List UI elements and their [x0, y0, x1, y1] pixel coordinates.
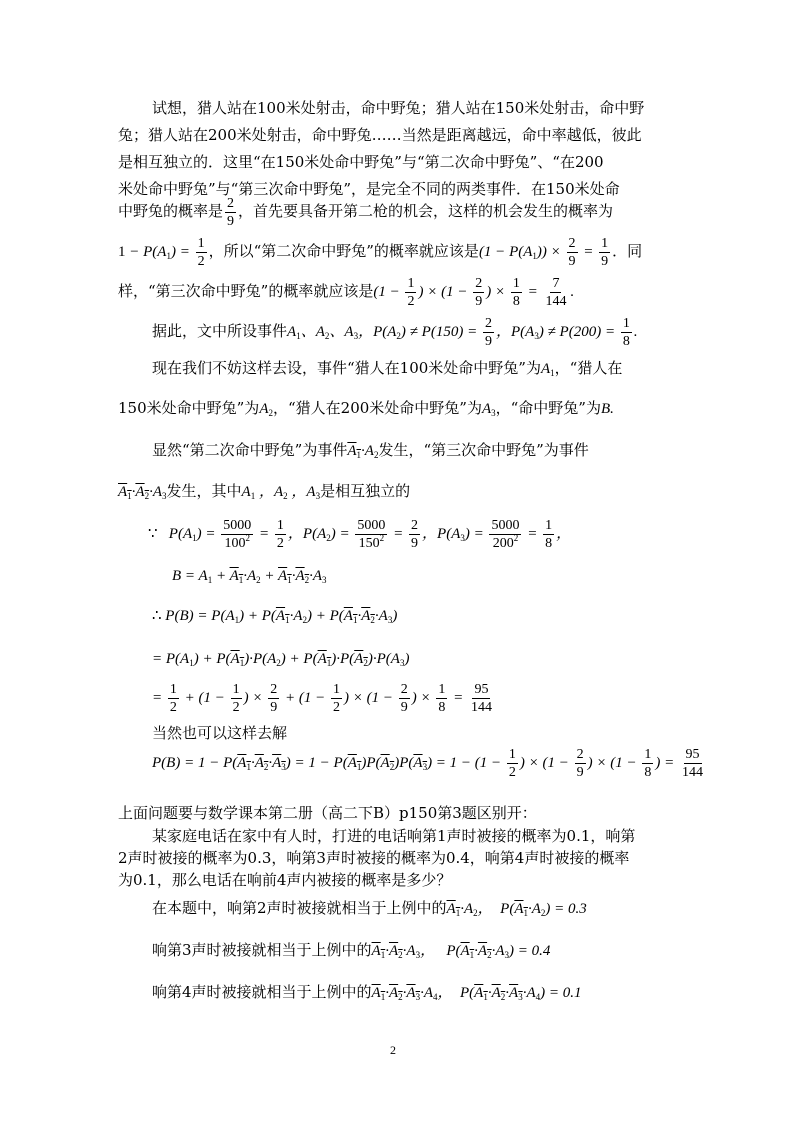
equation: $P(B) = 1 - P(A_1\cdot A_2\cdot A_3) = 1 - P(A_1)P(A_2)P(A_3) = 1 - (1$ − $\frac{1}{2}$ ) × (1 − $\frac{2}{9}$ ) × (1 − $\frac{1}{8}$ ) = $\frac{95}{144}$	[152, 747, 704, 781]
equation: ∴ $P(B) = P(A_1) + P(A_1\cdot A_2) + P(A_1\cdot A_2\cdot A_3)$	[152, 608, 398, 625]
text-line: 上面问题要与数学课本第二册（高二下B）p150第3题区别开：	[118, 804, 537, 822]
text-line: 兔；猎人站在200米处射击，命中野兔……当然是距离越远，命中率越低，彼此	[118, 126, 642, 144]
text-line: 150米处命中野兔”为$A_2$，“猎人在200米处命中野兔”为$A_3$，“命中野兔”为B.	[118, 399, 614, 418]
text-line: 在本题中，响第2声时被接就相当于上例中的$A_1\cdot A_2$， $P(A_1\cdot A_2) = 0.3$	[152, 899, 587, 918]
text-line: 某家庭电话在家中有人时，打进的电话响第1声时被接的概率为0.1，响第	[152, 827, 636, 845]
text-line: 中野兔的概率是 $\frac{2}{9}$ ，首先要具备开第二枪的机会，这样的机会发生的概率为	[118, 195, 614, 229]
formula-line: 据此，文中所设事件$A_1$、$A_2$、$A_3$，$P(A_2) \ne P(150)$ = $\frac{2}{9}$ ，$P(A_3) \ne P(200)$ = $\frac{1}{8}$ .	[152, 316, 638, 350]
text-line: 现在我们不妨这样去设，事件“猎人在100米处命中野兔”为$A_1$，“猎人在	[152, 359, 623, 378]
text-line: 显然“第二次命中野兔”为事件$A_1\cdot A_2$发生，“第三次命中野兔”为事件	[152, 441, 589, 460]
text-line: 是相互独立的．这里“在150米处命中野兔”与“第二次命中野兔”、“在200	[118, 153, 604, 171]
fraction: $\frac{2}{9}$	[227, 195, 235, 229]
equation: ∵ $P(A_1)$ = $\frac{5000}{100^2}$ = $\frac{1}{2}$ ，$P(A_2)$ = $\frac{5000}{150^2}$ = $\frac{2}{9}$ ，$P(A_3)$ = $\frac{5000}{200^2}$ = $\frac{1}{8}$ ，	[148, 518, 572, 552]
formula-line: $1 - P(A_1)$ = $\frac{1}{2}$ ，所以“第二次命中野兔”的概率就应该是$(1 - P(A_1))$ × $\frac{2}{9}$ = $\frac{1}{9}$ ．同	[118, 236, 643, 270]
text-line: 米处命中野兔”与“第三次命中野兔”，是完全不同的两类事件．在150米处命	[118, 180, 620, 198]
text-line: $A_1\cdot A_2\cdot A_3$发生，其中$A_1$ ，$A_2$ ，$A_3$是相互独立的	[118, 482, 411, 501]
text-line: 试想，猎人站在100米处射击，命中野兔；猎人站在150米处射击，命中野	[152, 99, 645, 117]
equation: = $\frac{1}{2}$ + (1 − $\frac{1}{2}$ ) × $\frac{2}{9}$ + (1 − $\frac{1}{2}$ ) × (1 − $\frac{2}{9}$ ) × $\frac{1}{8}$ = $\frac{95}{144}$	[152, 682, 492, 716]
equation: = $P(A_1) + P(A_1)\cdot P(A_2) + P(A_1)\cdot P(A_2)\cdot P(A_3)$	[152, 651, 410, 668]
text-line: 响第4声时被接就相当于上例中的$A_1\cdot A_2\cdot A_3\cdot A_4$， $P(A_1\cdot A_2\cdot A_3\cdot A_4) = 0.1$	[152, 983, 582, 1002]
formula-line: 样，“第三次命中野兔”的概率就应该是(1 − $\frac{1}{2}$ ) × (1 − $\frac{2}{9}$ ) × $\frac{1}{8}$ = $\frac{7}{144}$ .	[118, 276, 575, 310]
text-line: 为0.1，那么电话在响前4声内被接的概率是多少？	[118, 871, 452, 889]
page-number: 2	[390, 1043, 396, 1057]
text-line: 响第3声时被接就相当于上例中的$A_1\cdot A_2\cdot A_3$， $P(A_1\cdot A_2\cdot A_3) = 0.4$	[152, 941, 551, 960]
equation: $B = A_1 + A_1\cdot A_2 + A_1\cdot A_2\cdot A_3$	[172, 568, 327, 585]
text-line: 当然也可以这样去解	[152, 724, 288, 742]
text-line: 2声时被接的概率为0.3，响第3声时被接的概率为0.4，响第4声时被接的概率	[118, 849, 630, 867]
